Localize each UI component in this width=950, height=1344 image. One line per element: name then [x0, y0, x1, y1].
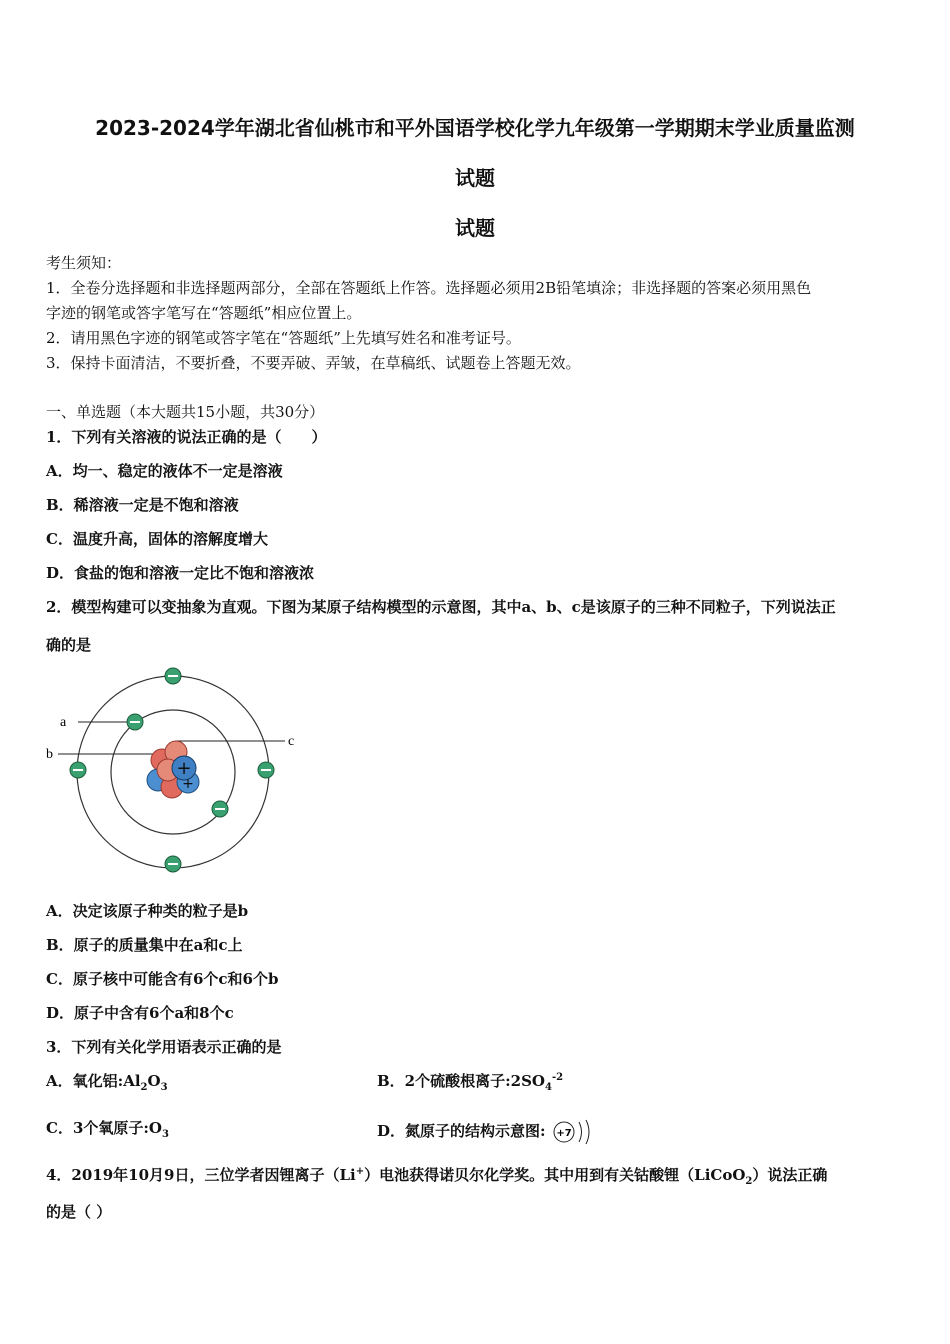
doc-title-line1: 2023-2024学年湖北省仙桃市和平外国语学校化学九年级第一学期期末学业质量监测	[95, 116, 855, 140]
notice-item-3: 3．保持卡面清洁，不要折叠，不要弄破、弄皱，在草稿纸、试题卷上答题无效。	[46, 354, 581, 372]
notice-item-1a: 1．全卷分选择题和非选择题两部分，全部在答题纸上作答。选择题必须用2B铅笔填涂；非选择题的答案必须用黑色	[46, 279, 812, 297]
q1-option-d: D．食盐的饱和溶液一定比不饱和溶液浓	[46, 564, 315, 582]
label-b: b	[46, 747, 53, 762]
q1-option-a: A．均一、稳定的液体不一定是溶液	[46, 462, 283, 480]
svg-text:+: +	[182, 776, 194, 792]
q3-option-c: C．3个氧原子$:O_3$	[46, 1119, 169, 1140]
q3-option-d: D．氮原子的结构示意图: +7	[377, 1117, 597, 1147]
nucleus-charge: +7	[556, 1128, 572, 1139]
q3-stem: 3．下列有关化学用语表示正确的是	[46, 1038, 282, 1056]
section-heading: 一、单选题（本大题共15小题，共30分）	[46, 403, 325, 421]
notice-heading: 考生须知：	[46, 254, 122, 272]
q2-option-a: A．决定该原子种类的粒子是b	[46, 902, 249, 920]
q3-option-b: B．2个硫酸根离子$:2SO_4^{-2}$	[377, 1072, 564, 1093]
q2-option-c: C．原子核中可能含有6个c和6个b	[46, 970, 279, 988]
notice-item-1b: 字迹的钢笔或答字笔写在“答题纸”相应位置上。	[46, 304, 362, 322]
q1-option-b: B．稀溶液一定是不饱和溶液	[46, 496, 239, 514]
label-a: a	[60, 715, 67, 730]
atom-model-diagram	[40, 662, 310, 882]
q2-stem-line1: 2．模型构建可以变抽象为直观。下图为某原子结构模型的示意图，其中a、b、c是该原子的三种不同粒子，下列说法正	[46, 598, 836, 616]
q1-option-c: C．温度升高，固体的溶解度增大	[46, 530, 268, 548]
q3-option-a: A．氧化铝$:Al_2O_3$	[46, 1072, 168, 1093]
doc-title-line3: 试题	[455, 216, 495, 240]
svg-text:+: +	[176, 758, 192, 779]
q4-stem-line1: 4．2019年10月9日，三位学者因锂离子（Li+）电池获得诺贝尔化学奖。其中用到有关钴酸锂（LiCoO$_2$）说法正确	[46, 1166, 828, 1187]
nucleus	[147, 741, 199, 798]
q4-stem-line2: 的是（ ）	[46, 1203, 112, 1221]
q2-stem-line2: 确的是	[46, 636, 92, 654]
q1-stem: 1．下列有关溶液的说法正确的是（ ）	[46, 428, 327, 446]
q2-option-d: D．原子中含有6个a和8个c	[46, 1004, 234, 1022]
nitrogen-structure-diagram	[551, 1117, 597, 1147]
q2-option-b: B．原子的质量集中在a和c上	[46, 936, 243, 954]
label-c: c	[288, 734, 295, 749]
notice-item-2: 2．请用黑色字迹的钢笔或答字笔在“答题纸”上先填写姓名和准考证号。	[46, 329, 521, 347]
doc-title-line2: 试题	[455, 166, 495, 190]
